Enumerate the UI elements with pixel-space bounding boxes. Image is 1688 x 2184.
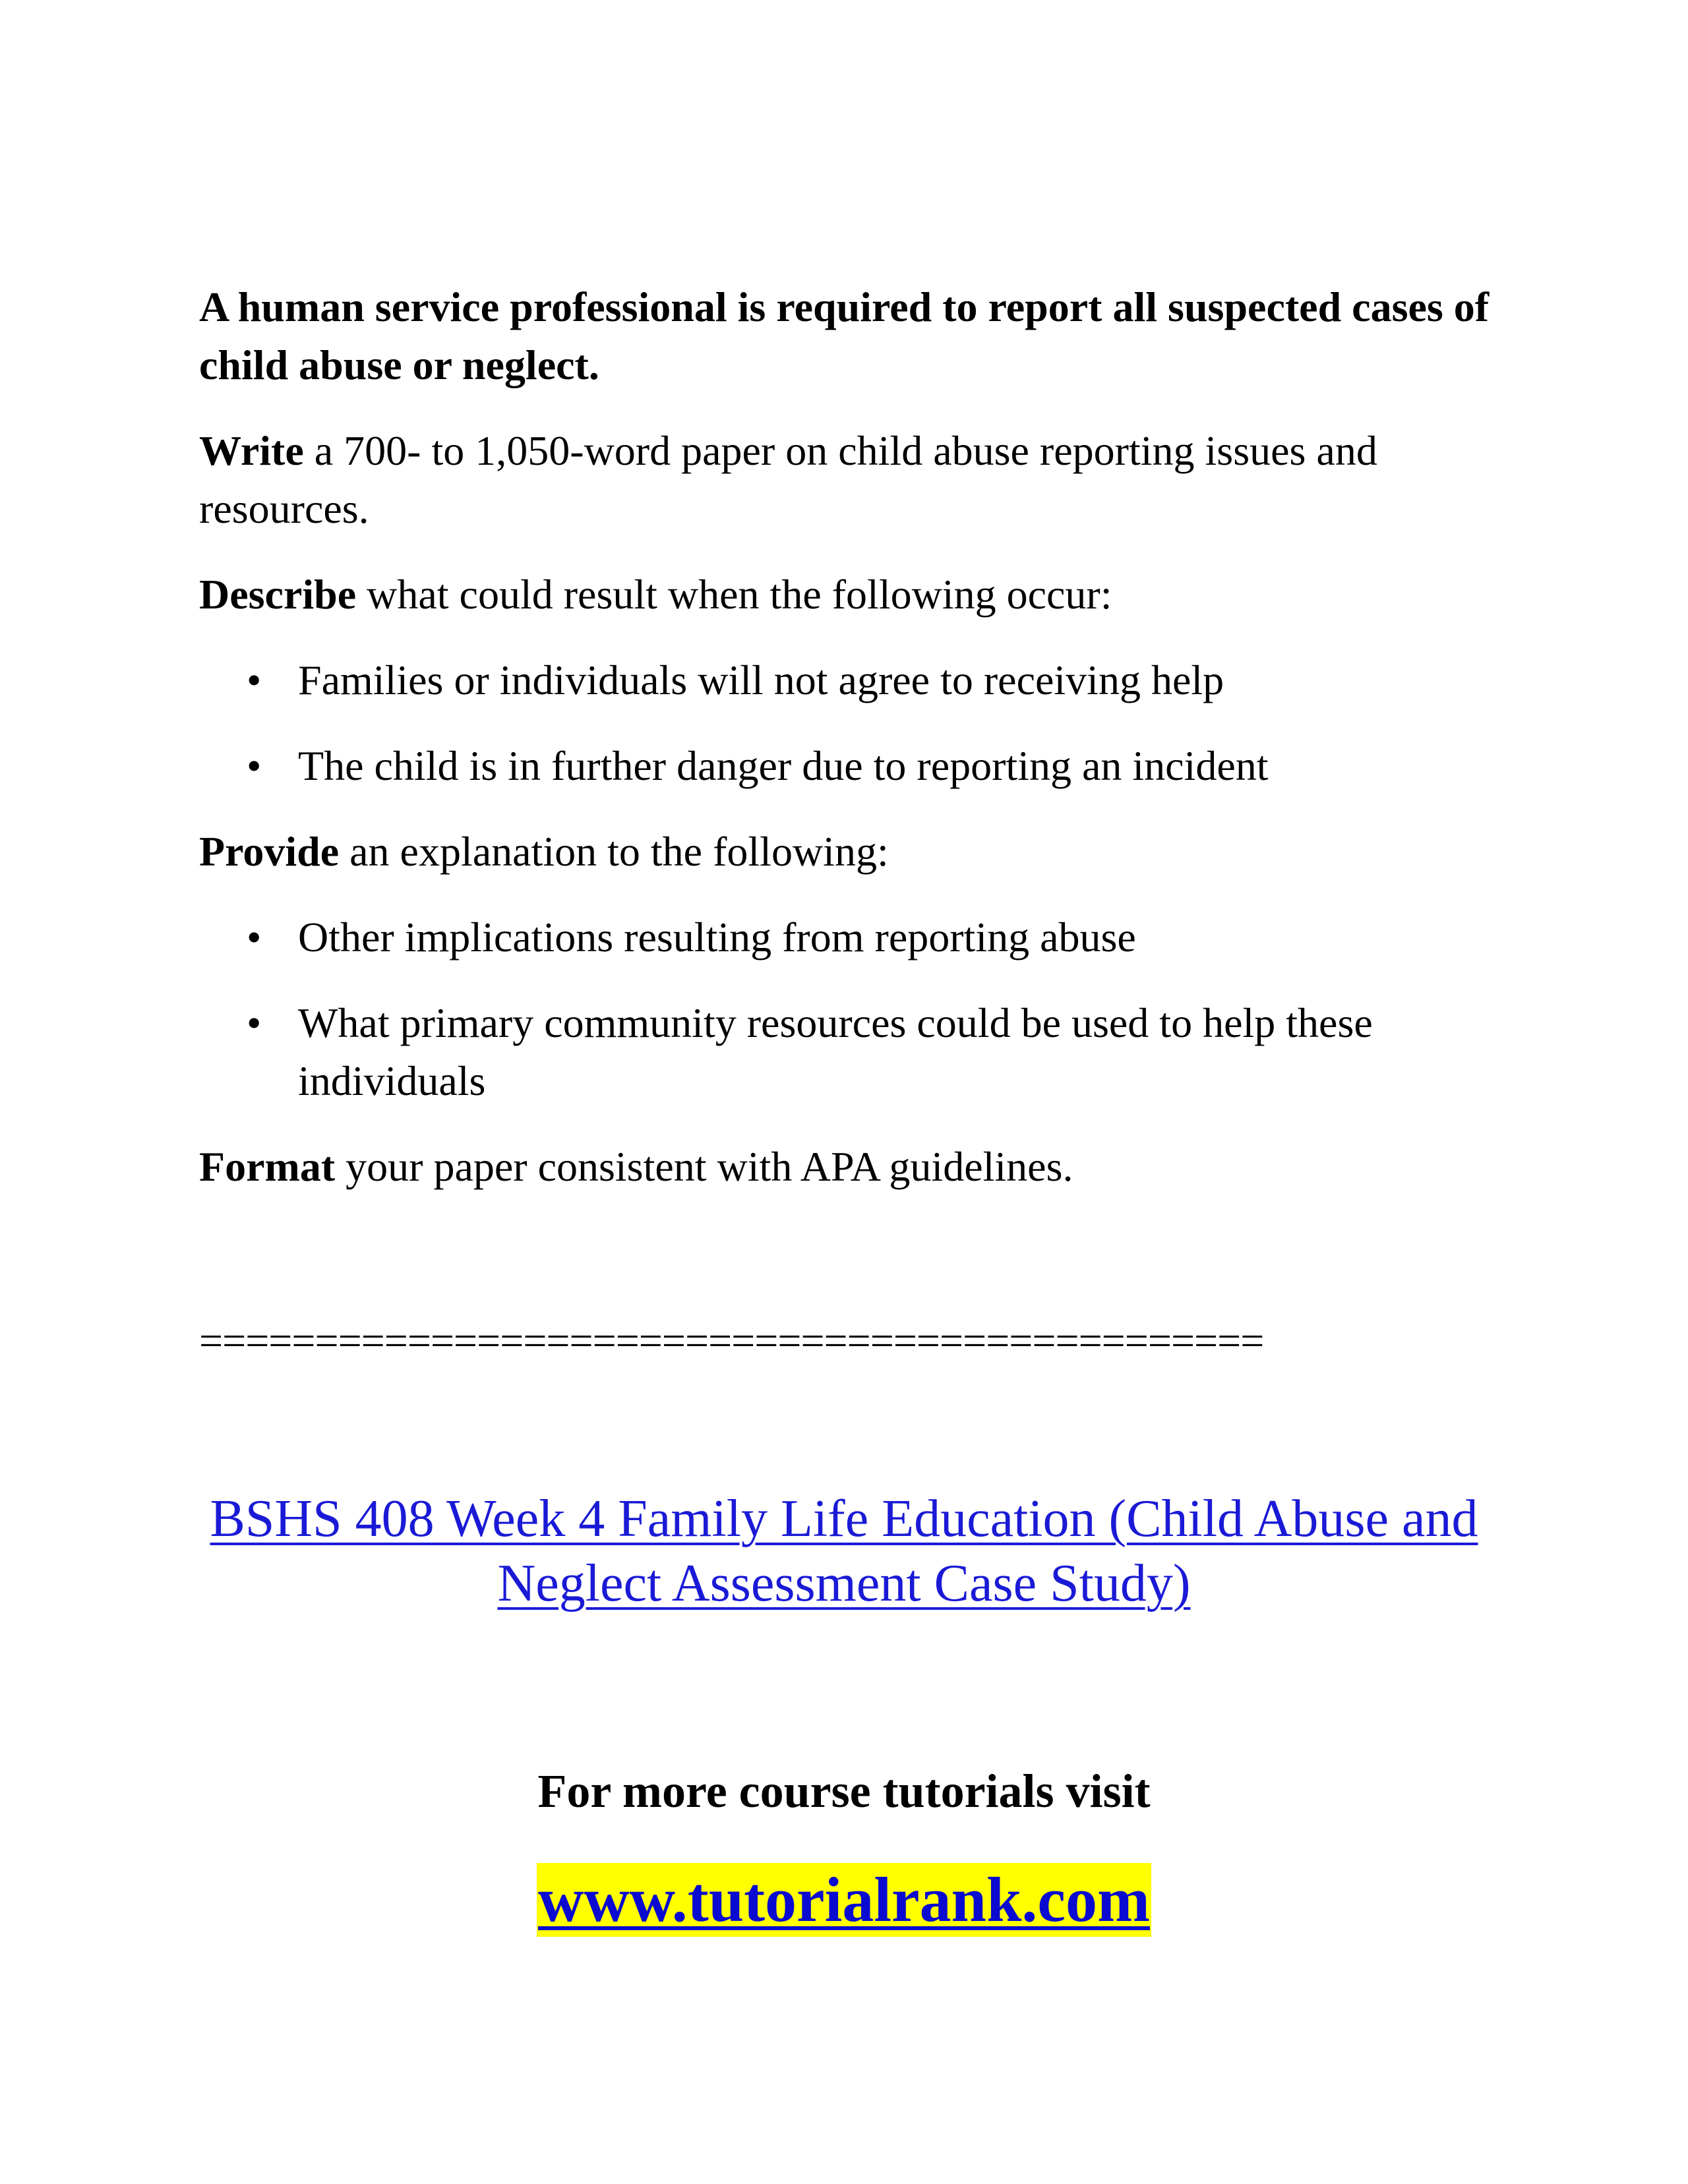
provide-text: an explanation to the following: (339, 828, 889, 875)
list-item-text: Families or individuals will not agree to receiving help (298, 657, 1224, 703)
list-item (199, 908, 1492, 966)
format-text: your paper consistent with APA guidelines. (335, 1143, 1073, 1190)
describe-text: what could result when the following occur: (356, 571, 1112, 618)
write-text: a 700- to 1,050-word paper on child abuse reporting issues and resources. (199, 427, 1377, 532)
list-item (199, 994, 1492, 1110)
describe-bullet-list (199, 651, 1492, 823)
bullet-icon: • (247, 657, 262, 703)
describe-instruction (199, 566, 1492, 624)
provide-keyword: Provide (199, 828, 340, 875)
course-title-link[interactable]: BSHS 408 Week 4 Family Life Education (Child Abuse and Neglect Assessment Case Study) (210, 1490, 1478, 1612)
website-link[interactable]: www.tutorialrank.com (537, 1863, 1151, 1937)
describe-keyword: Describe (199, 571, 357, 618)
provide-instruction (199, 823, 1492, 881)
lead-paragraph: A human service professional is required to report all suspected cases of child abuse or neglect. (199, 283, 1490, 388)
bullet-icon: • (247, 999, 262, 1046)
write-keyword: Write (199, 427, 304, 474)
format-instruction (199, 1138, 1492, 1196)
list-item (199, 737, 1492, 795)
list-item-text: What primary community resources could be used to help these individuals (298, 999, 1373, 1104)
site-link-container (198, 1863, 1490, 1937)
provide-bullet-list (199, 908, 1492, 1138)
bullet-icon: • (247, 914, 262, 960)
separator-line: ============================================== (199, 1317, 1264, 1364)
format-keyword: Format (199, 1143, 336, 1190)
list-item-text: Other implications resulting from reporting abuse (298, 914, 1136, 960)
list-item (199, 651, 1492, 709)
bullet-icon: • (247, 742, 262, 789)
write-instruction (199, 422, 1492, 538)
list-item-text: The child is in further danger due to reporting an incident (298, 742, 1269, 789)
more-tutorials-text: For more course tutorials visit (537, 1765, 1151, 1817)
